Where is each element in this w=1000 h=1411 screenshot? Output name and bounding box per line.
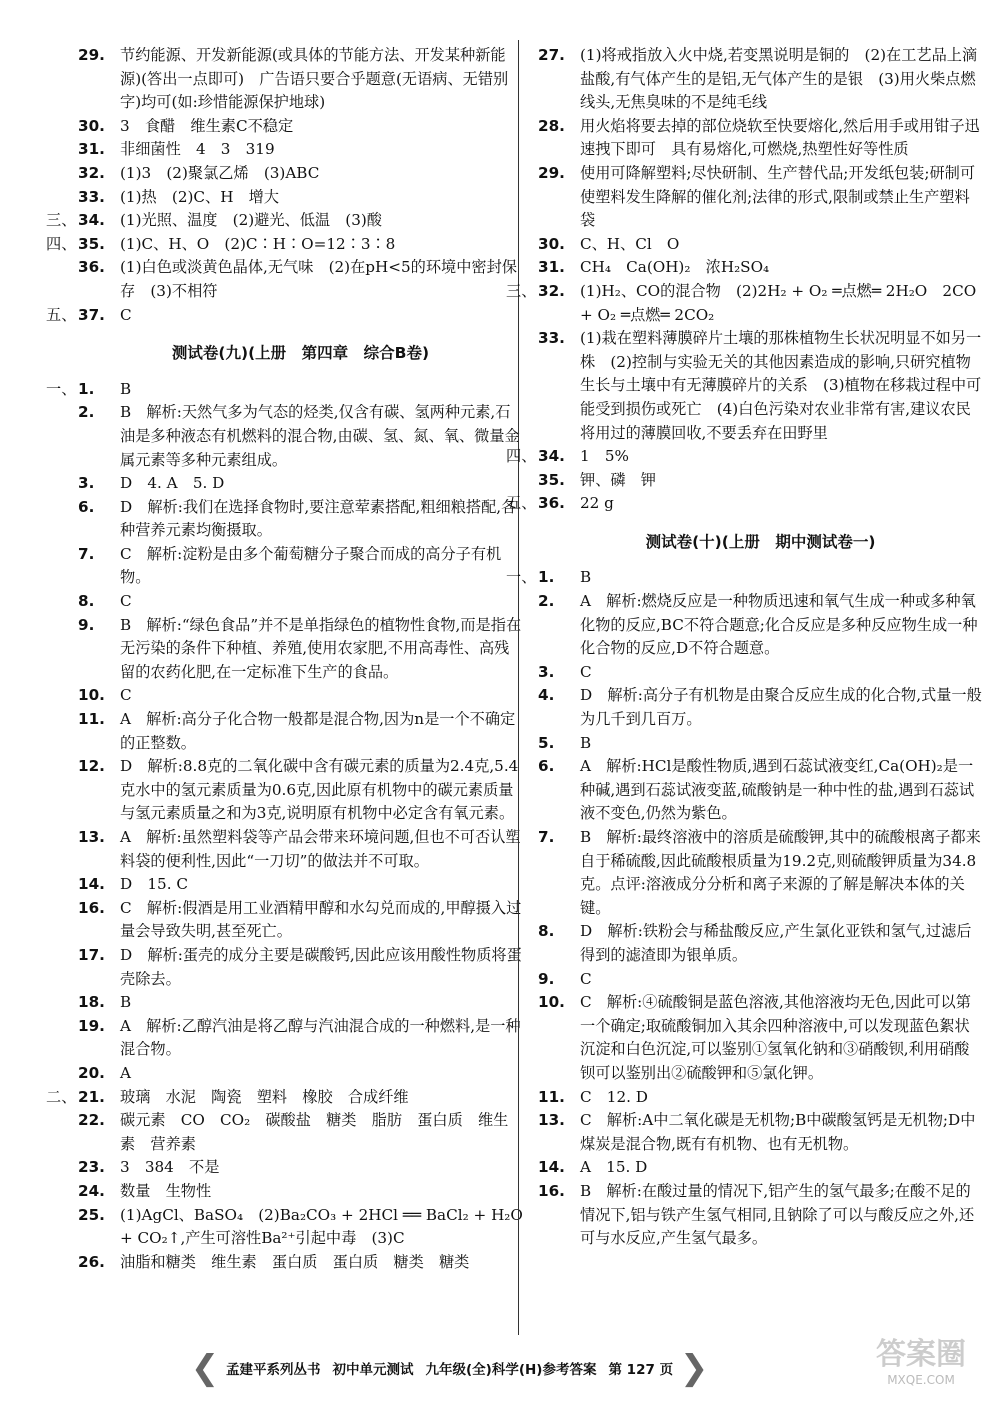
section-title: 测试卷(九)(上册 第四章 综合B卷) [171,344,430,363]
answer-number: 34. [538,447,565,466]
footer-grade: 九年级(全)科学(H)参考答案 [425,1362,597,1378]
answer-item [538,1109,983,1156]
answer-item [78,44,523,115]
answer-number: 1. [538,568,555,587]
answer-item [78,1015,523,1062]
answer-number: 1. [78,379,95,398]
answer-number: 32. [538,281,565,300]
answer-number: 3. [538,662,555,681]
answer-number: 12. [78,757,105,776]
answer-number: 33. [78,187,105,206]
answer-number: 31. [538,258,565,277]
answer-number: 20. [78,1063,105,1082]
column-divider [518,40,519,1335]
answer-number: 16. [538,1181,565,1200]
answer-item [538,1156,983,1180]
answer-text: (1)光照、温度 (2)避光、低温 (3)酸 [120,211,382,230]
answer-number: 30. [538,234,565,253]
answer-text: 油脂和糖类 维生素 蛋白质 蛋白质 糖类 糖类 [120,1252,470,1271]
answer-text: 3 384 不是 [120,1158,220,1177]
answer-text: (1)栽在塑料薄膜碎片土壤的那株植物生长状况明显不如另一株 (2)控制与实验无关的其他因素造成的影响,只研究植物生长与土壤中有无薄膜碎片的关系 (3)植物在移栽过程中可能受到损伤或死亡 (4)白色污染对农业非常有害,建议农民将用过的薄膜回收,不要丢弃在田野里 [580,329,982,442]
section-marker: 五、 [46,305,77,324]
answer-text: CH₄ Ca(OH)₂ 浓H₂SO₄ [580,258,770,277]
section-marker: 二、 [46,1087,77,1106]
answer-item [78,1251,523,1275]
answer-number: 8. [538,922,555,941]
answer-item [78,1109,523,1156]
answer-item [538,968,983,992]
answer-item [538,469,983,493]
answer-item [78,614,523,685]
section-title: 测试卷(十)(上册 期中测试卷一) [645,532,876,551]
answer-number: 35. [78,234,105,253]
answer-text: A 解析:燃烧反应是一种物质迅速和氧气生成一种或多种氧化物的反应,BC不符合题意;化合反应是多种反应物生成一种化合物的反应,D不符合题意。 [580,592,978,658]
answer-number: 22. [78,1111,105,1130]
answer-text: D 解析:铁粉会与稀盐酸反应,产生氯化亚铁和氢气,过滤后得到的滤渣即为银单质。 [580,922,972,964]
answer-text: C 解析:淀粉是由多个葡萄糖分子聚合而成的高分子有机物。 [120,544,502,587]
chevron-left-icon: ❮ [190,1348,220,1388]
answer-number: 34. [78,211,105,230]
answer-text: 玻璃 水泥 陶瓷 塑料 橡胶 合成纤维 [120,1087,409,1106]
answer-text: 节约能源、开发新能源(或具体的节能方法、开发某种新能源)(答出一点即可) 广告语只要合乎题意(无语病、无错别字)均可(如:珍惜能源保护地球) [120,46,509,112]
answer-item [46,304,523,328]
answer-text: C 12. D [580,1087,648,1106]
answer-item [78,1156,523,1180]
answer-text: C [120,592,132,611]
answer-item [538,920,983,967]
answer-number: 14. [78,875,105,894]
answer-item [538,44,983,115]
answer-item [78,256,523,303]
answer-text: 使用可降解塑料;尽快研制、生产替代品;开发纸包装;研制可使塑料发生降解的催化剂;法律的形式,限制或禁止生产塑料袋 [580,163,976,230]
chevron-right-icon: ❯ [679,1348,709,1388]
answer-number: 30. [78,116,105,135]
answer-item [78,755,523,826]
answer-text: B 解析:在酸过量的情况下,铝产生的氢气最多;在酸不足的情况下,铝与铁产生氢气相同,且钠除了可以与酸反应之外,还可与水反应,产生氢气最多。 [580,1181,975,1248]
footer-series: 孟建平系列丛书 [226,1362,321,1378]
answer-number: 28. [538,116,565,135]
answer-number: 4. [538,686,555,705]
answer-number: 24. [78,1181,105,1200]
answer-text: C [120,686,132,705]
answer-number: 29. [538,163,565,182]
answer-number: 35. [538,470,565,489]
answer-text: (1)热 (2)C、H 增大 [120,187,280,206]
answer-number: 2. [538,592,555,611]
answer-item [506,492,983,516]
answer-item [538,590,983,661]
answer-number: 16. [78,898,105,917]
answer-text: 碳元素 CO CO₂ 碳酸盐 糖类 脂肪 蛋白质 维生素 营养素 [120,1111,509,1153]
answer-text: 3 食醋 维生素C不稳定 [120,116,294,135]
answer-text: 数量 生物性 [120,1181,212,1200]
answer-item [78,991,523,1015]
section-marker: 一、 [46,379,77,398]
answer-item [78,590,523,614]
answer-number: 13. [538,1111,565,1130]
answer-item [78,826,523,873]
section-marker: 三、 [46,211,77,230]
answer-text: (1)将戒指放入火中烧,若变黑说明是铜的 (2)在工艺品上滴盐酸,有气体产生的是铝,无气体产生的是银 (3)用火柴点燃线头,无焦臭味的不是纯毛线 [580,46,978,112]
answer-text: C 解析:A中二氧化碳是无机物;B中碳酸氢钙是无机物;D中煤炭是混合物,既有有机物、也有无机物。 [580,1111,976,1153]
answer-text: 22 g [580,494,614,513]
answer-item [506,445,983,469]
answer-text: (1)白色或淡黄色晶体,无气味 (2)在pH<5的环境中密封保存 (3)不相符 [120,258,517,300]
answer-text: A 解析:高分子化合物一般都是混合物,因为n是一个不确定的正整数。 [120,710,516,752]
answer-item [46,233,523,257]
answer-text: B [580,733,592,752]
answer-item [46,378,523,402]
answer-number: 13. [78,828,105,846]
answer-item [78,897,523,944]
answer-number: 14. [538,1158,565,1177]
answer-text: C [580,662,592,681]
answer-number: 10. [78,686,105,705]
answer-text: D 解析:我们在选择食物时,要注意荤素搭配,粗细粮搭配,各种营养元素均衡摄取。 [120,497,517,540]
answer-text: C [120,305,132,324]
answer-text: B [120,993,132,1012]
page-footer [190,1350,810,1386]
footer-book: 初中单元测试 [332,1362,414,1378]
answer-number: 31. [78,140,105,159]
answer-item [538,1180,983,1251]
answer-number: 17. [78,945,105,964]
answer-number: 29. [78,46,105,64]
answer-item [538,755,983,826]
answer-item [78,873,523,897]
section-marker: 一、 [506,568,537,587]
answer-item [78,684,523,708]
answer-item [506,566,983,590]
answer-number: 9. [538,969,555,988]
answer-number: 23. [78,1158,105,1177]
answer-item [78,138,523,162]
answer-number: 9. [78,615,95,634]
answer-item [538,327,983,445]
answer-number: 8. [78,592,95,611]
answer-number: 27. [538,46,565,64]
answer-text: B [120,379,132,398]
answer-item [78,472,523,496]
answer-text: C 解析:④硫酸铜是蓝色溶液,其他溶液均无色,因此可以第一个确定;取硫酸铜加入其余四种溶液中,可以发现蓝色絮状沉淀和白色沉淀,可以鉴别①氢氧化钠和③硝酸钡,利用硝酸钡可以鉴别出②硫酸钾和⑤氯化钾。 [580,993,971,1082]
answer-number: 2. [78,403,95,422]
answer-number: 33. [538,329,565,348]
answer-item [78,496,523,543]
section-marker: 四、 [506,447,537,466]
answer-number: 25. [78,1205,105,1224]
answer-item [78,162,523,186]
answer-number: 32. [78,163,105,182]
answer-item [538,115,983,162]
answer-text: B 解析:“绿色食品”并不是单指绿色的植物性食物,而是指在无污染的条件下种植、养殖,使用农家肥,不用高毒性、高残留的农药化肥,在一定标准下生产的食品。 [120,615,522,681]
answer-item [46,1086,523,1110]
answer-number: 26. [78,1252,105,1271]
watermark-text: 答案圈 [876,1337,966,1372]
footer-page: 第 127 页 [608,1362,674,1378]
answer-text: D 解析:高分子有机物是由聚合反应生成的化合物,式量一般为几千到几百万。 [580,686,982,729]
answer-item [78,1180,523,1204]
answer-number: 7. [78,544,95,563]
answer-text: (1)C、H、O (2)C∶H∶O=12∶3∶8 [120,234,396,253]
answer-text: (1)3 (2)聚氯乙烯 (3)ABC [120,163,320,182]
answer-number: 6. [538,757,555,776]
answer-text: D 解析:8.8克的二氧化碳中含有碳元素的质量为2.4克,5.4克水中的氢元素质量为0.6克,因此原有机物中的碳元素质量与氢元素质量之和为3克,说明原有机物中必定含有氧元素。 [120,757,519,823]
answer-text: C [580,969,592,988]
answer-number: 36. [78,258,105,277]
answer-text: 非细菌性 4 3 319 [120,140,275,159]
right-column [506,44,983,1251]
answer-text: A 15. D [580,1158,648,1177]
answer-text: A 解析:乙醇汽油是将乙醇与汽油混合成的一种燃料,是一种混合物。 [120,1016,521,1059]
answer-text: B 解析:天然气多为气态的烃类,仅含有碳、氢两种元素,石油是多种液态有机燃料的混合物,由碳、氢、氮、氧、微量金属元素等多种元素组成。 [120,403,520,469]
answer-item [78,708,523,755]
answer-number: 11. [538,1087,565,1106]
answer-item [538,661,983,685]
section-marker: 四、 [46,234,77,253]
left-column [46,44,523,1274]
answer-item [538,1086,983,1110]
answer-text: C 解析:假酒是用工业酒精甲醇和水勾兑而成的,甲醇摄入过量会导致失明,甚至死亡。 [120,898,522,941]
answer-number: 11. [78,710,105,729]
answer-item [78,944,523,991]
answer-text: C、H、Cl O [580,234,680,253]
answer-item [78,1062,523,1086]
answer-item [538,162,983,233]
answer-text: (1)H₂、CO的混合物 (2)2H₂ + O₂ ═点燃═ 2H₂O 2CO + O₂ ═点燃═ 2CO₂ [580,281,977,324]
answer-text: (1)AgCl、BaSO₄ (2)Ba₂CO₃ + 2HCl ══ BaCl₂ + H₂O + CO₂↑,产生可溶性Ba²⁺引起中毒 (3)C [120,1205,523,1248]
answer-item [46,209,523,233]
answer-text: D 15. C [120,875,188,894]
section-marker: 五、 [506,494,537,513]
answer-item [78,1204,523,1251]
answer-number: 19. [78,1016,105,1035]
answer-number: 21. [78,1087,105,1106]
answer-number: 7. [538,828,555,846]
answer-number: 10. [538,993,565,1012]
answer-item [538,256,983,280]
answer-item [538,826,983,920]
answer-number: 36. [538,494,565,513]
answer-text: D 解析:蛋壳的成分主要是碳酸钙,因此应该用酸性物质将蛋壳除去。 [120,945,522,988]
section-marker: 三、 [506,281,537,300]
answer-text: 用火焰将要去掉的部位烧软至快要熔化,然后用手或用钳子迅速拽下即可 具有易熔化,可燃烧,热塑性好等性质 [580,116,980,159]
answer-text: 1 5% [580,447,629,466]
answer-item [78,401,523,472]
answer-item [538,732,983,756]
answer-text: A 解析:HCl是酸性物质,遇到石蕊试液变红,Ca(OH)₂是一种碱,遇到石蕊试液变蓝,硫酸钠是一种中性的盐,遇到石蕊试液不变色,仍然为紫色。 [580,757,975,823]
answer-item [538,233,983,257]
answer-text: A 解析:虽然塑料袋等产品会带来环境问题,但也不可否认塑料袋的便利性,因此“一刀切”的做法并不可取。 [120,828,521,870]
answer-number: 18. [78,993,105,1012]
answer-item [78,543,523,590]
answer-text: A [120,1063,131,1082]
answer-text: B [580,568,592,587]
answer-item [538,991,983,1085]
answer-item [506,280,983,327]
watermark-logo [862,1337,980,1397]
watermark-url: MXQE.COM [887,1373,955,1387]
answer-item [538,684,983,731]
answer-item [78,186,523,210]
answer-number: 37. [78,305,105,324]
answer-text: 钾、磷 钾 [580,470,656,489]
answer-text: D 4. A 5. D [120,474,225,493]
answer-number: 3. [78,474,95,493]
answer-text: B 解析:最终溶液中的溶质是硫酸钾,其中的硫酸根离子都来自于稀硫酸,因此硫酸根质量为19.2克,则硫酸钾质量为34.8克。点评:溶液成分分析和离子来源的了解是解决本体的关键。 [580,828,981,917]
answer-number: 5. [538,733,555,752]
answer-number: 6. [78,497,95,516]
answer-item [78,115,523,139]
